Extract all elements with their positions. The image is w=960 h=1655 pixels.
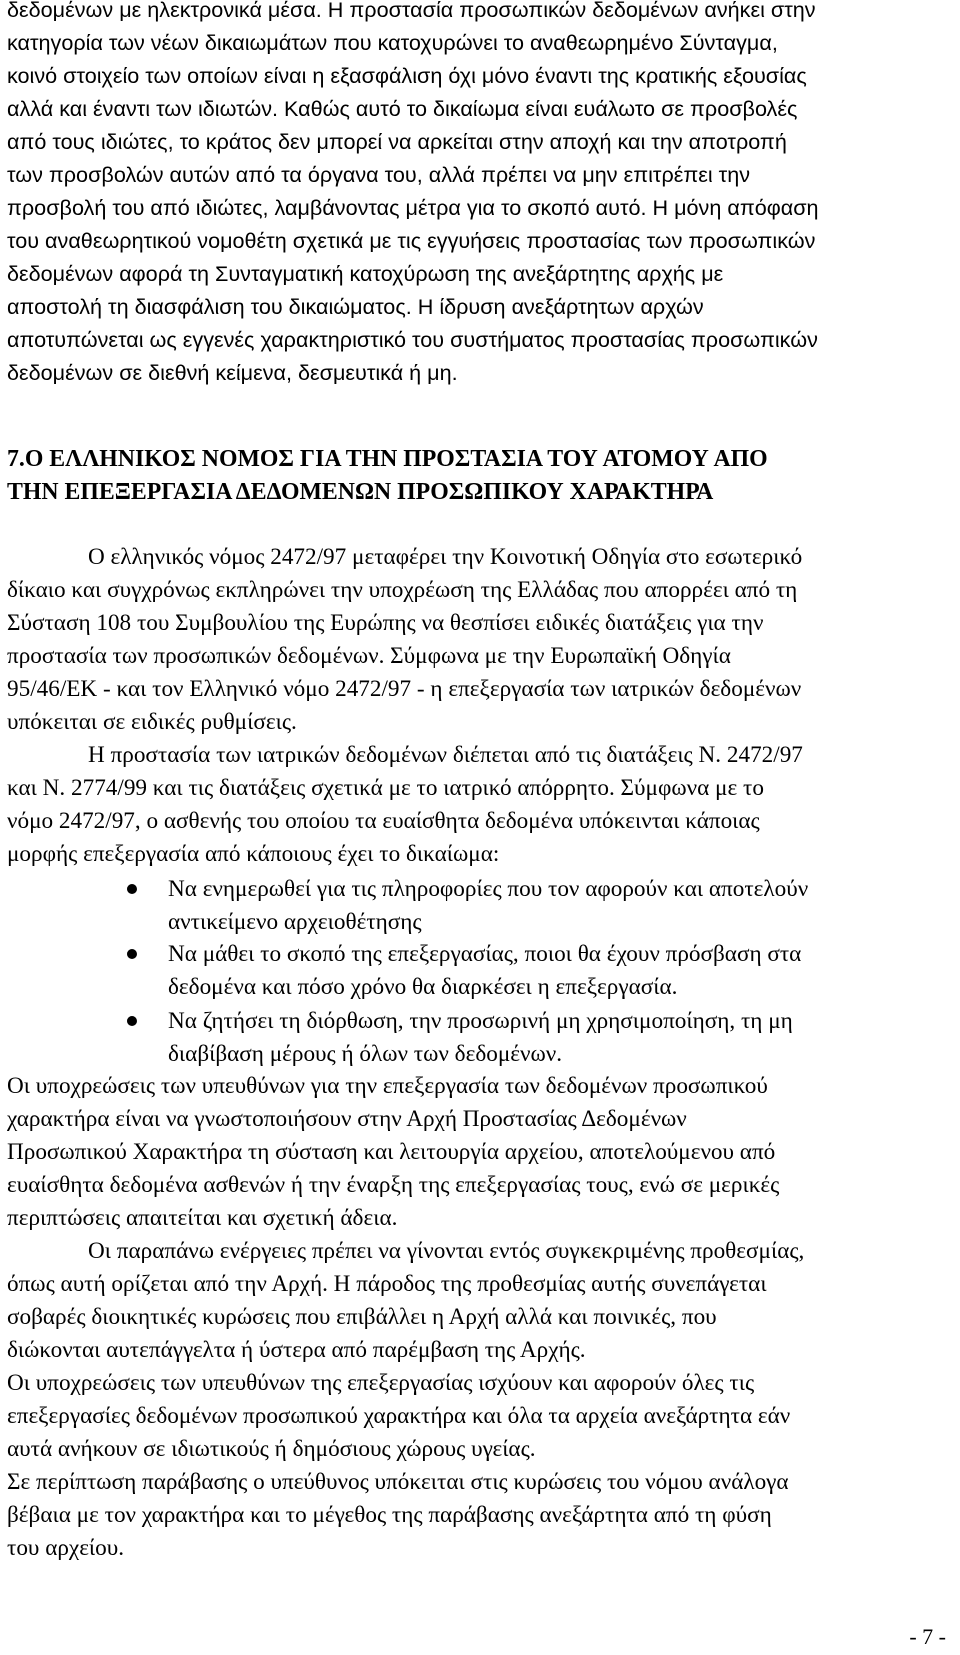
text-line: Οι υποχρεώσεις των υπευθύνων για την επεξεργασία των δεδομένων προσωπικού bbox=[7, 1073, 768, 1099]
text-line: Σε περίπτωση παράβασης ο υπεύθυνος υπόκειται στις κυρώσεις του νόμου ανάλογα bbox=[7, 1469, 789, 1495]
list-item-line: Να μάθει το σκοπό της επεξεργασίας, ποιοι θα έχουν πρόσβαση στα bbox=[168, 941, 802, 967]
text-line: Σύσταση 108 του Συμβουλίου της Ευρώπης να θεσπίσει ειδικές διατάξεις για την bbox=[7, 610, 764, 636]
text-line: επεξεργασίες δεδομένων προσωπικού χαρακτήρα και όλα τα αρχεία ανεξάρτητα εάν bbox=[7, 1403, 791, 1429]
text-line: αυτά ανήκουν σε ιδιωτικούς ή δημόσιους χώρους υγείας. bbox=[7, 1436, 536, 1462]
heading-line: 7.Ο ΕΛΛΗΝΙΚΟΣ ΝΟΜΟΣ ΓΙΑ ΤΗΝ ΠΡΟΣΤΑΣΙΑ ΤΟΥ ΑΤΟΜΟΥ ΑΠΟ bbox=[7, 446, 768, 472]
text-line: δεδομένων με ηλεκτρονικά μέσα. Η προστασία προσωπικών δεδομένων ανήκει στην bbox=[7, 0, 816, 22]
text-line: και Ν. 2774/99 και τις διατάξεις σχετικά με το ιατρικό απόρρητο. Σύμφωνα με το bbox=[7, 775, 764, 801]
text-line: βέβαια με τον χαρακτήρα και το μέγεθος της παράβασης ανεξάρτητα από τη φύση bbox=[7, 1502, 772, 1528]
bullet-icon bbox=[127, 884, 137, 894]
page-number: - 7 - bbox=[909, 1624, 946, 1649]
text-line: του αναθεωρητικού νομοθέτη σχετικά με τις εγγυήσεις προστασίας των προσωπικών bbox=[7, 228, 816, 253]
list-item-line: Να ζητήσει τη διόρθωση, την προσωρινή μη χρησιμοποίηση, τη μη bbox=[168, 1008, 793, 1034]
list-item-line: δεδομένα και πόσο χρόνο θα διαρκέσει η επεξεργασία. bbox=[168, 974, 678, 1000]
text-line: νόμο 2472/97, ο ασθενής του οποίου τα ευαίσθητα δεδομένα υπόκεινται κάποιας bbox=[7, 808, 760, 834]
text-line: κοινό στοιχείο των οποίων είναι η εξασφάλιση όχι μόνο έναντι της κρατικής εξουσίας bbox=[7, 63, 807, 88]
text-line: δίκαιο και συγχρόνως εκπληρώνει την υποχρέωση της Ελλάδας που απορρέει από τη bbox=[7, 577, 798, 603]
text-line: υπόκειται σε ειδικές ρυθμίσεις. bbox=[7, 709, 297, 735]
text-line: Οι παραπάνω ενέργειες πρέπει να γίνονται εντός συγκεκριμένης προθεσμίας, bbox=[88, 1238, 805, 1264]
bullet-icon bbox=[127, 1016, 137, 1026]
text-line: Η προστασία των ιατρικών δεδομένων διέπεται από τις διατάξεις Ν. 2472/97 bbox=[88, 742, 803, 768]
text-line: των προσβολών αυτών από τα όργανα του, αλλά πρέπει να μην επιτρέπει την bbox=[7, 162, 751, 187]
text-line: αποτυπώνεται ως εγγενές χαρακτηριστικό του συστήματος προστασίας προσωπικών bbox=[7, 327, 818, 352]
text-line: αποστολή τη διασφάλιση του δικαιώματος. Η ίδρυση ανεξάρτητων αρχών bbox=[7, 294, 704, 319]
text-line: δεδομένων αφορά τη Συνταγματική κατοχύρωση της ανεξάρτητης αρχής με bbox=[7, 261, 724, 286]
bullet-icon bbox=[127, 949, 137, 959]
text-line: κατηγορία των νέων δικαιωμάτων που κατοχυρώνει το αναθεωρημένο Σύνταγμα, bbox=[7, 30, 778, 55]
text-line: δεδομένων σε διεθνή κείμενα, δεσμευτικά ή μη. bbox=[7, 360, 458, 385]
text-line: ευαίσθητα δεδομένα ασθενών ή την έναρξη της επεξεργασίας τους, ενώ σε μερικές bbox=[7, 1172, 780, 1198]
text-line: Ο ελληνικός νόμος 2472/97 μεταφέρει την Κοινοτική Οδηγία στο εσωτερικό bbox=[88, 544, 803, 570]
text-line: 95/46/ΕΚ - και τον Ελληνικό νόμο 2472/97 - η επεξεργασία των ιατρικών δεδομένων bbox=[7, 676, 802, 702]
text-line: σοβαρές διοικητικές κυρώσεις που επιβάλλει η Αρχή αλλά και ποινικές, που bbox=[7, 1304, 717, 1330]
text-line: χαρακτήρα είναι να γνωστοποιήσουν στην Αρχή Προστασίας Δεδομένων bbox=[7, 1106, 687, 1132]
text-line: Προσωπικού Χαρακτήρα τη σύσταση και λειτουργία αρχείου, αποτελούμενου από bbox=[7, 1139, 776, 1165]
text-line: αλλά και έναντι των ιδιωτών. Καθώς αυτό το δικαίωμα είναι ευάλωτο σε προσβολές bbox=[7, 96, 798, 121]
list-item-line: Να ενημερωθεί για τις πληροφορίες που τον αφορούν και αποτελούν bbox=[168, 876, 809, 902]
list-item-line: αντικείμενο αρχειοθέτησης bbox=[168, 909, 422, 935]
text-line: προσβολή του από ιδιώτες, λαμβάνοντας μέτρα για το σκοπό αυτό. Η μόνη απόφαση bbox=[7, 195, 819, 220]
text-line: όπως αυτή ορίζεται από την Αρχή. Η πάροδος της προθεσμίας αυτής συνεπάγεται bbox=[7, 1271, 767, 1297]
text-line: του αρχείου. bbox=[7, 1535, 125, 1561]
list-item-line: διαβίβαση μέρους ή όλων των δεδομένων. bbox=[168, 1041, 563, 1067]
text-line: από τους ιδιώτες, το κράτος δεν μπορεί να αρκείται στην αποχή και την αποτροπή bbox=[7, 129, 787, 154]
text-line: προστασία των προσωπικών δεδομένων. Σύμφωνα με την Ευρωπαϊκή Οδηγία bbox=[7, 643, 731, 669]
text-line: διώκονται αυτεπάγγελτα ή ύστερα από παρέμβαση της Αρχής. bbox=[7, 1337, 586, 1363]
text-line: μορφής επεξεργασία από κάποιους έχει το δικαίωμα: bbox=[7, 841, 500, 867]
heading-line: ΤΗΝ ΕΠΕΞΕΡΓΑΣΙΑ ΔΕΔΟΜΕΝΩΝ ΠΡΟΣΩΠΙΚΟΥ ΧΑΡΑΚΤΗΡΑ bbox=[7, 479, 714, 505]
text-line: Οι υποχρεώσεις των υπευθύνων της επεξεργασίας ισχύουν και αφορούν όλες τις bbox=[7, 1370, 755, 1396]
text-line: περιπτώσεις απαιτείται και σχετική άδεια. bbox=[7, 1205, 398, 1231]
